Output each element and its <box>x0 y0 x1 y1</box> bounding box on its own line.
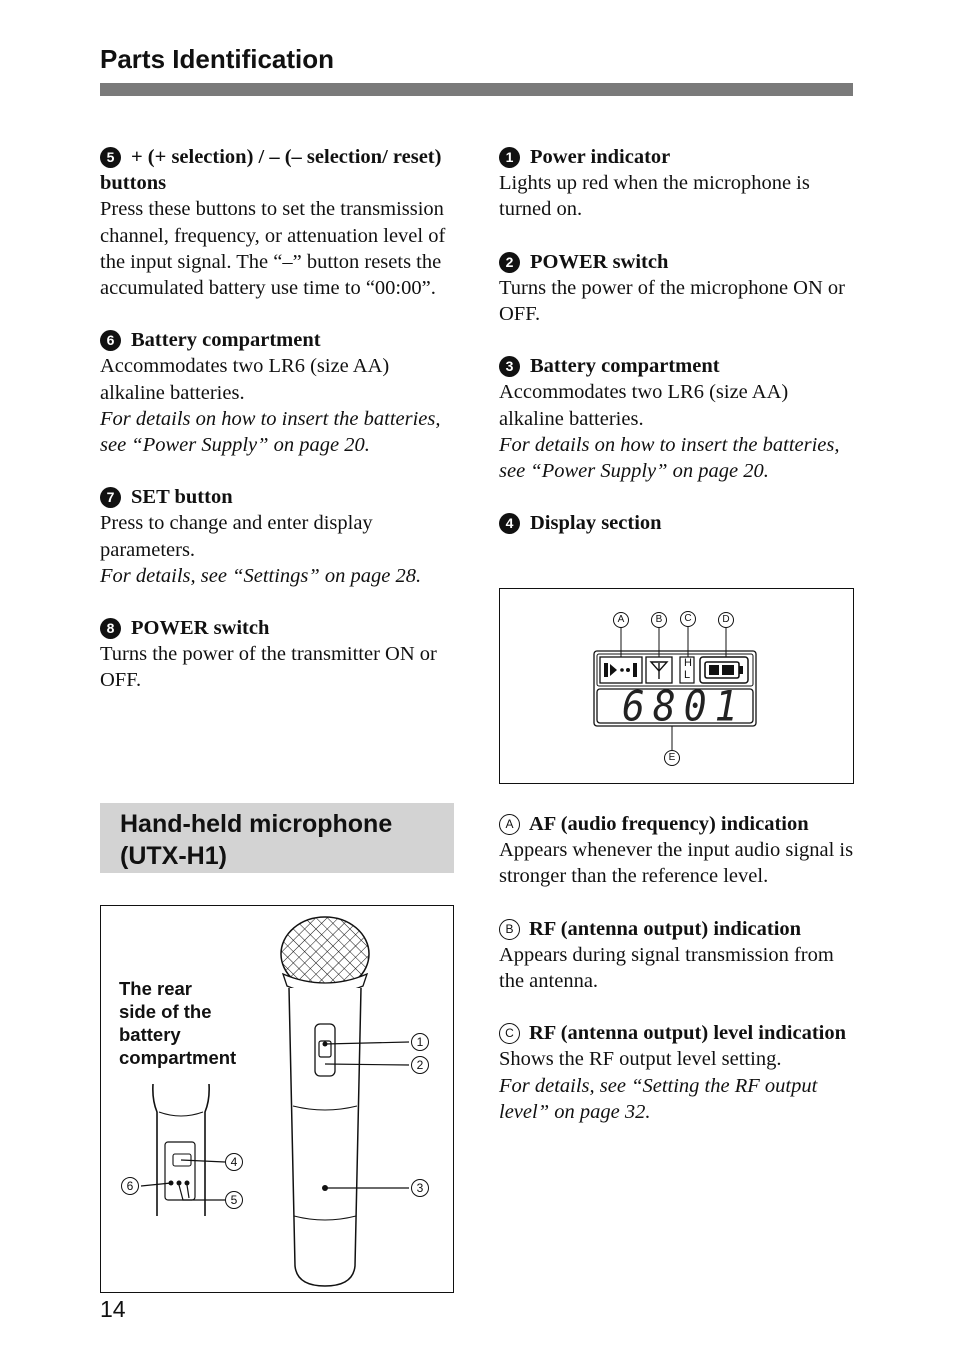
page-number: 14 <box>100 1296 126 1322</box>
item-battery-compartment-transmitter <box>100 327 456 458</box>
item-power-switch-transmitter <box>100 615 456 694</box>
section-title-line-1: Hand-held microphone <box>120 810 393 838</box>
item-note: For details on how to insert the batteries, see “Power Supply” on page 20. <box>100 407 441 457</box>
caption-line: battery <box>119 1024 181 1045</box>
item-body: Turns the power of the transmitter ON or OFF. <box>100 643 437 692</box>
display-section-illustration <box>499 588 854 784</box>
callout-2: 2 <box>411 1056 429 1074</box>
number-4-marker: 4 <box>499 513 520 534</box>
lcd-h-label: H <box>684 657 692 669</box>
item-power-switch-mic <box>499 249 855 328</box>
lcd-l-label: L <box>684 669 691 681</box>
item-body: Press to change and enter display parameters. <box>100 512 373 561</box>
section-heading-box <box>100 803 454 873</box>
item-body: Appears whenever the input audio signal is stronger than the reference level. <box>499 839 854 888</box>
item-title: Power indicator <box>530 146 671 168</box>
section-title <box>120 808 392 872</box>
number-2-marker: 2 <box>499 252 520 273</box>
letter-c-marker: C <box>499 1023 520 1044</box>
number-7-marker: 7 <box>100 487 121 508</box>
callout-4: 4 <box>225 1153 243 1171</box>
callout-c: C <box>680 611 696 627</box>
callout-a: A <box>613 612 629 628</box>
item-title: POWER switch <box>131 617 270 640</box>
item-rf-level-indication <box>499 1020 855 1125</box>
right-column <box>499 144 855 562</box>
item-note: For details on how to insert the batteries, see “Power Supply” on page 20. <box>499 433 840 483</box>
callout-6: 6 <box>121 1177 139 1195</box>
item-body: Appears during signal transmission from the antenna. <box>499 943 834 993</box>
number-8-marker: 8 <box>100 618 121 639</box>
item-body: Turns the power of the microphone ON or OFF. <box>499 276 845 326</box>
item-title: Display section <box>530 512 662 535</box>
item-body: Accommodates two LR6 (size AA) alkaline batteries. <box>100 355 390 404</box>
item-title: RF (antenna output) level indication <box>529 1022 847 1045</box>
lcd-digits: 6801 <box>622 681 746 731</box>
item-note: For details, see “Setting the RF output level” on page 32. <box>499 1074 818 1123</box>
rear-panel <box>165 1142 195 1200</box>
callout-5: 5 <box>225 1191 243 1209</box>
header-rule <box>100 83 853 96</box>
item-body: Press these buttons to set the transmission channel, frequency, or attenuation level of the input signal. The “–” button resets the accumulated battery use time to “00:00”. <box>100 198 446 300</box>
item-title: POWER switch <box>530 250 669 273</box>
letter-a-marker: A <box>499 814 520 835</box>
item-title: + (+ selection) / – (– selection/ reset) buttons <box>100 146 442 195</box>
item-body: Shows the RF output level setting. <box>499 1048 782 1071</box>
item-body: Lights up red when the microphone is turned on. <box>499 172 810 221</box>
callout-b: B <box>651 612 667 628</box>
microphone-illustration <box>100 905 454 1293</box>
callout-1: 1 <box>411 1033 429 1051</box>
item-display-section <box>499 510 855 536</box>
number-3-marker: 3 <box>499 356 520 377</box>
microphone-drawing <box>101 906 453 1292</box>
letter-b-marker: B <box>499 919 520 940</box>
callout-e: E <box>664 750 680 766</box>
callout-d: D <box>718 612 734 628</box>
section-title-line-2: (UTX-H1) <box>120 842 227 870</box>
number-1-marker: 1 <box>499 147 520 168</box>
item-rf-indication <box>499 916 855 995</box>
caption-line: The rear <box>119 978 193 999</box>
item-note: For details, see “Settings” on page 28. <box>100 564 422 587</box>
item-set-button <box>100 484 456 589</box>
item-battery-compartment-mic <box>499 353 855 484</box>
item-af-indication <box>499 811 855 890</box>
caption-line: side of the <box>119 1001 212 1022</box>
callout-3: 3 <box>411 1179 429 1197</box>
item-title: Battery compartment <box>530 355 720 378</box>
page-header-title: Parts Identification <box>100 44 335 74</box>
item-body: Accommodates two LR6 (size AA) alkaline batteries. <box>499 381 789 430</box>
number-6-marker: 6 <box>100 330 121 351</box>
item-title: AF (audio frequency) indication <box>529 813 809 835</box>
item-title: SET button <box>131 486 233 509</box>
item-power-indicator <box>499 144 855 223</box>
item-title: Battery compartment <box>131 329 321 352</box>
item-title: RF (antenna output) indication <box>529 917 802 940</box>
caption-line: compartment <box>119 1047 237 1068</box>
item-plus-minus-buttons <box>100 144 456 301</box>
left-column <box>100 144 456 720</box>
number-5-marker: 5 <box>100 147 121 168</box>
display-indications-list <box>499 811 855 1151</box>
